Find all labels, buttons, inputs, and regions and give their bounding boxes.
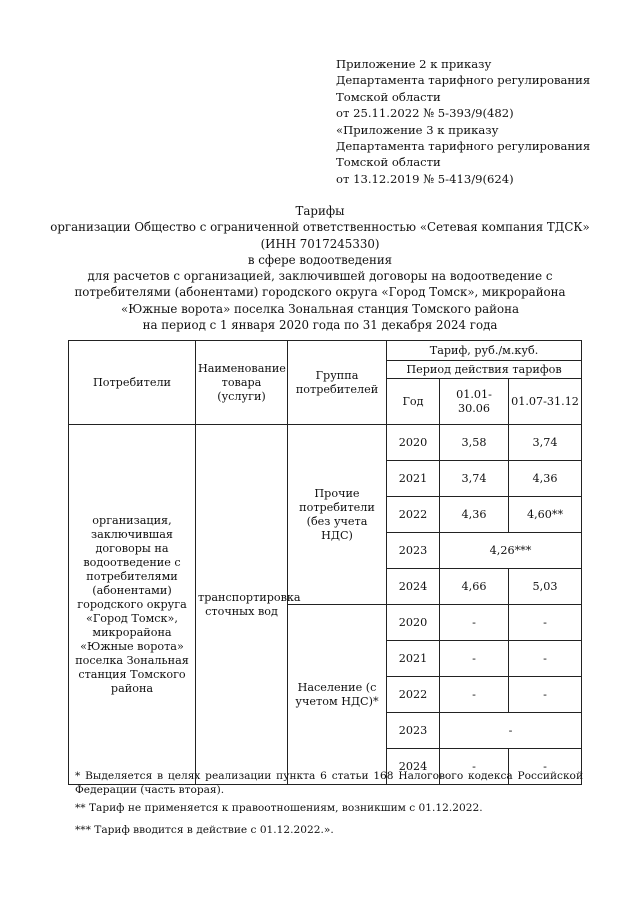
header-line: Приложение 2 к приказу [336,57,492,71]
order-reference-header [336,56,626,187]
year-cell: 2020 [387,425,440,461]
header-line: Томской области [336,89,441,104]
header-group: Группа потребителей [288,341,387,425]
tariff-h2-cell: 3,74 [509,425,582,461]
footnote-vat: * Выделяется в целях реализации пункта 6 статьи 168 Налогового кодекса Российской Федерации (часть вторая). [75,770,583,796]
tariff-h2-cell: 5,03 [509,569,582,605]
tariff-h1-cell: - [440,749,509,785]
header-period: Период действия тарифов [387,361,582,379]
tariff-h2-cell: - [509,641,582,677]
year-cell: 2022 [387,497,440,533]
year-cell: 2024 [387,749,440,785]
header-line: «Приложение 3 к приказу [336,122,499,137]
document-title [50,203,590,333]
title-line: Тарифы [295,204,345,218]
tariff-h1-cell: - [440,605,509,641]
tariff-h1-cell: - [440,641,509,677]
year-cell: 2024 [387,569,440,605]
header-consumers: Потребители [69,341,196,425]
product-name: транспортировка сточных вод [196,425,288,785]
header-line: от 13.12.2019 № 5-413/9(624) [336,171,514,186]
group-other-consumers: Прочие потребители (без учета НДС) [288,425,387,605]
tariff-h1-cell: 3,58 [440,425,509,461]
tariff-h2-cell: - [509,677,582,713]
title-line: организации Общество с ограниченной ответственностью «Сетевая компания ТДСК» [50,220,590,235]
tariff-table [68,340,582,785]
tariff-merged-cell: - [440,713,582,749]
header-tariff: Тариф, руб./м.куб. [387,341,582,361]
year-cell: 2023 [387,533,440,569]
tariff-h2-cell: - [509,749,582,785]
tariff-h1-cell: 3,74 [440,461,509,497]
title-line: (ИНН 7017245330) [260,236,380,251]
header-line: Департамента тарифного регулирования [336,139,591,154]
header-half1: 01.01-30.06 [440,379,509,425]
title-line: для расчетов с организацией, заключившей договоры на водоотведение с [87,269,553,284]
title-line: «Южные ворота» поселка Зональная станция Томского района [121,301,519,316]
tariff-h1-cell: - [440,677,509,713]
tariff-h2-cell: - [509,605,582,641]
header-product: Наименование товара (услуги) [196,341,288,425]
tariff-h2-cell: 4,36 [509,461,582,497]
year-cell: 2021 [387,461,440,497]
footnote-effective: *** Тариф вводится в действие с 01.12.2022.». [75,824,334,836]
tariff-merged-cell: 4,26*** [440,533,582,569]
title-line: на период с 1 января 2020 года по 31 декабря 2024 года [142,318,498,333]
tariff-h2-cell: 4,60** [509,497,582,533]
year-cell: 2020 [387,605,440,641]
header-year: Год [387,379,440,425]
tariff-h1-cell: 4,36 [440,497,509,533]
header-line: Департамента тарифного регулирования [336,73,591,88]
header-half2: 01.07-31.12 [509,379,582,425]
title-line: в сфере водоотведения [247,252,393,267]
header-line: Томской области [336,155,441,170]
year-cell: 2023 [387,713,440,749]
header-line: от 25.11.2022 № 5-393/9(482) [336,106,514,121]
group-population: Население (с учетом НДС)* [288,605,387,785]
tariff-h1-cell: 4,66 [440,569,509,605]
consumer-description: организация, заключившая договоры на водоотведение с потребителями (абонентами) городского округа «Город Томск», микрорайона «Южные ворота» поселка Зональная станция Томского района [69,425,196,785]
year-cell: 2021 [387,641,440,677]
footnote-not-applied: ** Тариф не применяется к правоотношениям, возникшим с 01.12.2022. [75,802,483,814]
title-line: потребителями (абонентами) городского округа «Город Томск», микрорайона [74,285,566,300]
year-cell: 2022 [387,677,440,713]
